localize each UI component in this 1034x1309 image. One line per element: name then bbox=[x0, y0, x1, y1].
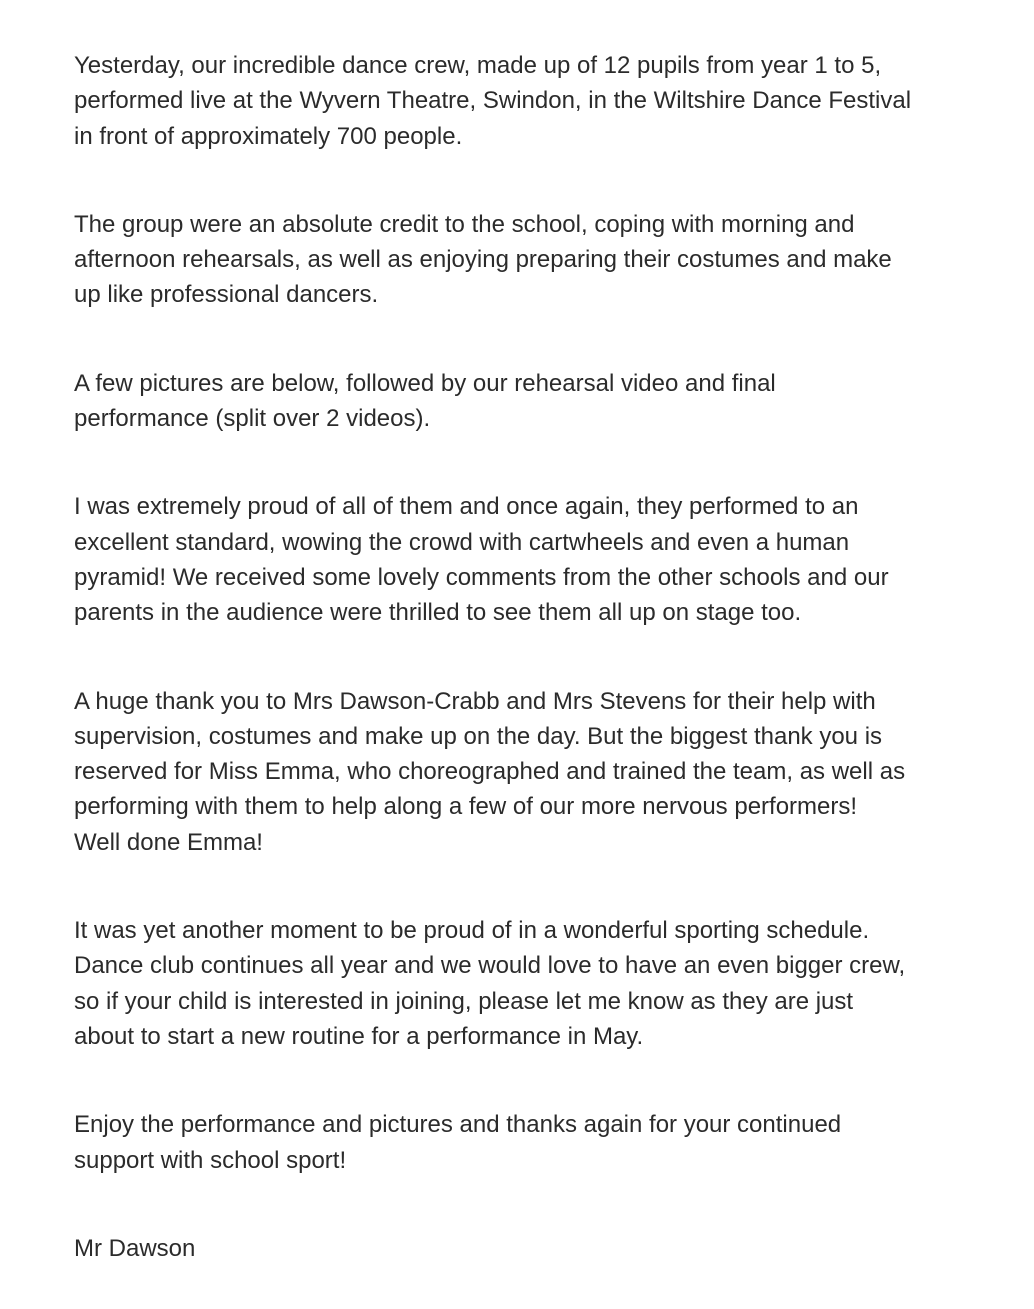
paragraph-line: pyramid! We received some lovely comments from the other schools and our bbox=[74, 563, 889, 591]
paragraph-line: A few pictures are below, followed by our rehearsal video and final bbox=[74, 369, 776, 397]
paragraph-line: excellent standard, wowing the crowd with cartwheels and even a human bbox=[74, 528, 850, 556]
paragraph-line: It was yet another moment to be proud of in a wonderful sporting schedule. bbox=[74, 917, 870, 945]
paragraph-line: performance (split over 2 videos). bbox=[74, 405, 431, 433]
paragraph-line: performing with them to help along a few of our more nervous performers! bbox=[74, 793, 858, 821]
paragraph-dance-club bbox=[74, 913, 1014, 1054]
paragraph-thank-you bbox=[74, 684, 1014, 860]
paragraph-line: The group were an absolute credit to the school, coping with morning and bbox=[74, 210, 855, 238]
paragraph-line: Well done Emma! bbox=[74, 828, 263, 856]
paragraph-group-credit bbox=[74, 207, 1014, 313]
paragraph-line: so if your child is interested in joining, please let me know as they are just bbox=[74, 987, 854, 1015]
paragraph-line: support with school sport! bbox=[74, 1146, 347, 1174]
paragraph-line: A huge thank you to Mrs Dawson-Crabb and Mrs Stevens for their help with bbox=[74, 687, 876, 715]
paragraph-line: I was extremely proud of all of them and once again, they performed to an bbox=[74, 493, 859, 521]
paragraph-line: supervision, costumes and make up on the day. But the biggest thank you is bbox=[74, 722, 883, 750]
paragraph-line: Dance club continues all year and we would love to have an even bigger crew, bbox=[74, 952, 906, 980]
letter-body bbox=[74, 48, 1014, 1266]
paragraph-line: parents in the audience were thrilled to see them all up on stage too. bbox=[74, 599, 802, 627]
paragraph-line: in front of approximately 700 people. bbox=[74, 122, 463, 150]
paragraph-closing bbox=[74, 1107, 1014, 1178]
paragraph-line: Yesterday, our incredible dance crew, made up of 12 pupils from year 1 to 5, bbox=[74, 52, 882, 79]
paragraph-proud bbox=[74, 489, 1014, 630]
paragraph-line: Enjoy the performance and pictures and thanks again for your continued bbox=[74, 1111, 842, 1139]
paragraph-line: reserved for Miss Emma, who choreographed and trained the team, as well as bbox=[74, 758, 906, 786]
paragraph-line: about to start a new routine for a performance in May. bbox=[74, 1022, 644, 1050]
paragraph-line: performed live at the Wyvern Theatre, Swindon, in the Wiltshire Dance Festival bbox=[74, 87, 912, 115]
paragraph-line: up like professional dancers. bbox=[74, 281, 379, 309]
signature: Mr Dawson bbox=[74, 1234, 196, 1262]
paragraph-line: afternoon rehearsals, as well as enjoying preparing their costumes and make bbox=[74, 246, 892, 274]
paragraph-festival-performance bbox=[74, 48, 1014, 154]
paragraph-pictures-videos bbox=[74, 366, 1014, 437]
